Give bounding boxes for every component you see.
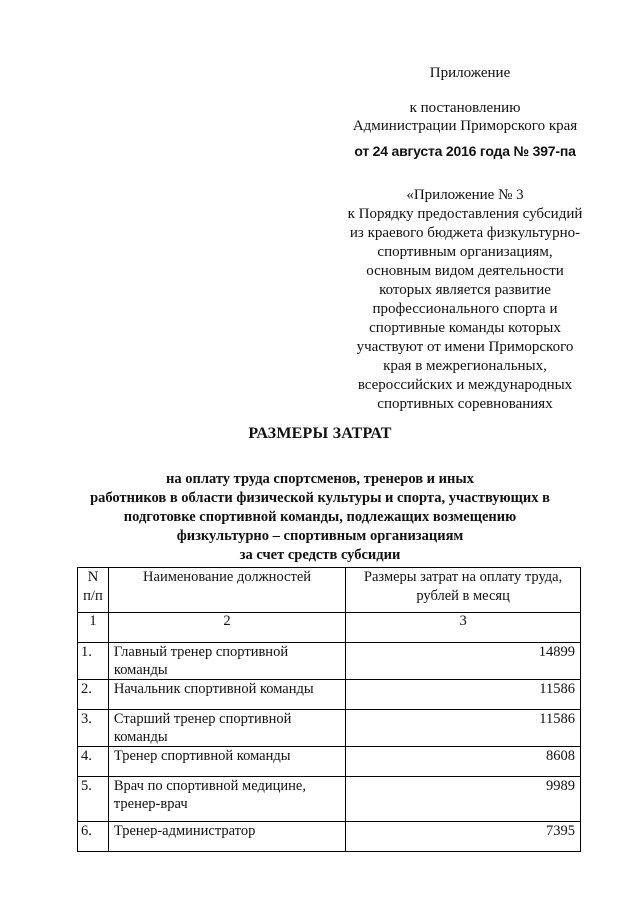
subtitle-line: подготовке спортивной команды, подлежащих возмещению [123,509,517,525]
table-row [78,822,581,852]
appendix-block-line: к Порядку предоставления субсидий [347,206,583,222]
appendix-block-line: края в межрегиональных, [383,358,547,374]
row-num: 3. [78,710,109,747]
resolution-reference: к постановлению [409,100,521,116]
header-name-text: Наименование должностей [143,569,312,585]
row-position: Тренер-администратор [108,822,345,852]
appendix-3-block [330,186,600,414]
header-cost [346,568,581,613]
appendix-block-line: основным видом деятельности [366,263,564,279]
row-cost: 11586 [346,710,581,747]
row-cost: 9989 [346,777,581,822]
row-num: 4. [78,747,109,777]
row-cost: 11586 [346,680,581,710]
appendix-block-line: участвуют от имени Приморского [356,339,574,355]
header-name [108,568,345,613]
table-row [78,643,581,680]
subtitle-line: на оплату труда спортсменов, тренеров и иных [166,471,474,487]
header-cost-line2: рублей в месяц [416,588,510,604]
header-num-line1: N [87,569,99,585]
table-row [78,710,581,747]
row-position: Начальник спортивной команды [108,680,345,710]
appendix-block-line: спортивным организациям, [377,244,553,260]
row-cost: 8608 [346,747,581,777]
document-title: РАЗМЕРЫ ЗАТРАТ [248,425,392,442]
index-cell: 2 [108,613,345,643]
row-num: 5. [78,777,109,822]
appendix-block-line: которых является развитие [379,282,551,298]
table-row [78,777,581,822]
table-header-row [78,568,581,613]
subtitle-line: работников в области физической культуры и спорта, участвующих в [90,490,550,506]
appendix-block-line: «Приложение № 3 [406,187,524,203]
table-index-row [78,613,581,643]
table-row [78,747,581,777]
index-cell: 1 [78,613,109,643]
row-cost: 7395 [346,822,581,852]
header-cost-line1: Размеры затрат на оплату труда, [363,569,563,585]
row-position-line2: тренер-врач [113,796,188,812]
appendix-block-line: всероссийских и международных [357,377,573,393]
appendix-block-line: спортивные команды которых [369,320,561,336]
row-cost: 14899 [346,643,581,680]
resolution-date-number: от 24 августа 2016 года № 397-па [354,143,576,159]
subtitle-line: за счет средств субсидии [239,547,401,563]
appendix-block-line: профессионального спорта и [372,301,558,317]
appendix-block-line: из краевого бюджета физкультурно- [349,225,581,241]
table-row [78,680,581,710]
appendix-label: Приложение [429,65,511,81]
cost-table [77,567,581,852]
row-num: 6. [78,822,109,852]
document-subtitle [0,470,640,565]
row-position: Главный тренер спортивной команды [108,643,345,680]
row-position-line1: Врач по спортивной медицине, [113,778,306,794]
appendix-block-line: спортивных соревнованиях [377,396,553,412]
index-cell: 3 [346,613,581,643]
row-num: 1. [78,643,109,680]
row-position: Старший тренер спортивной команды [108,710,345,747]
header-num-line2: п/п [83,588,103,604]
row-position: Тренер спортивной команды [108,747,345,777]
row-position [108,777,345,822]
administration-name: Администрации Приморского края [352,118,578,134]
row-num: 2. [78,680,109,710]
subtitle-line: физкультурно – спортивным организациям [176,528,464,544]
header-num [78,568,109,613]
